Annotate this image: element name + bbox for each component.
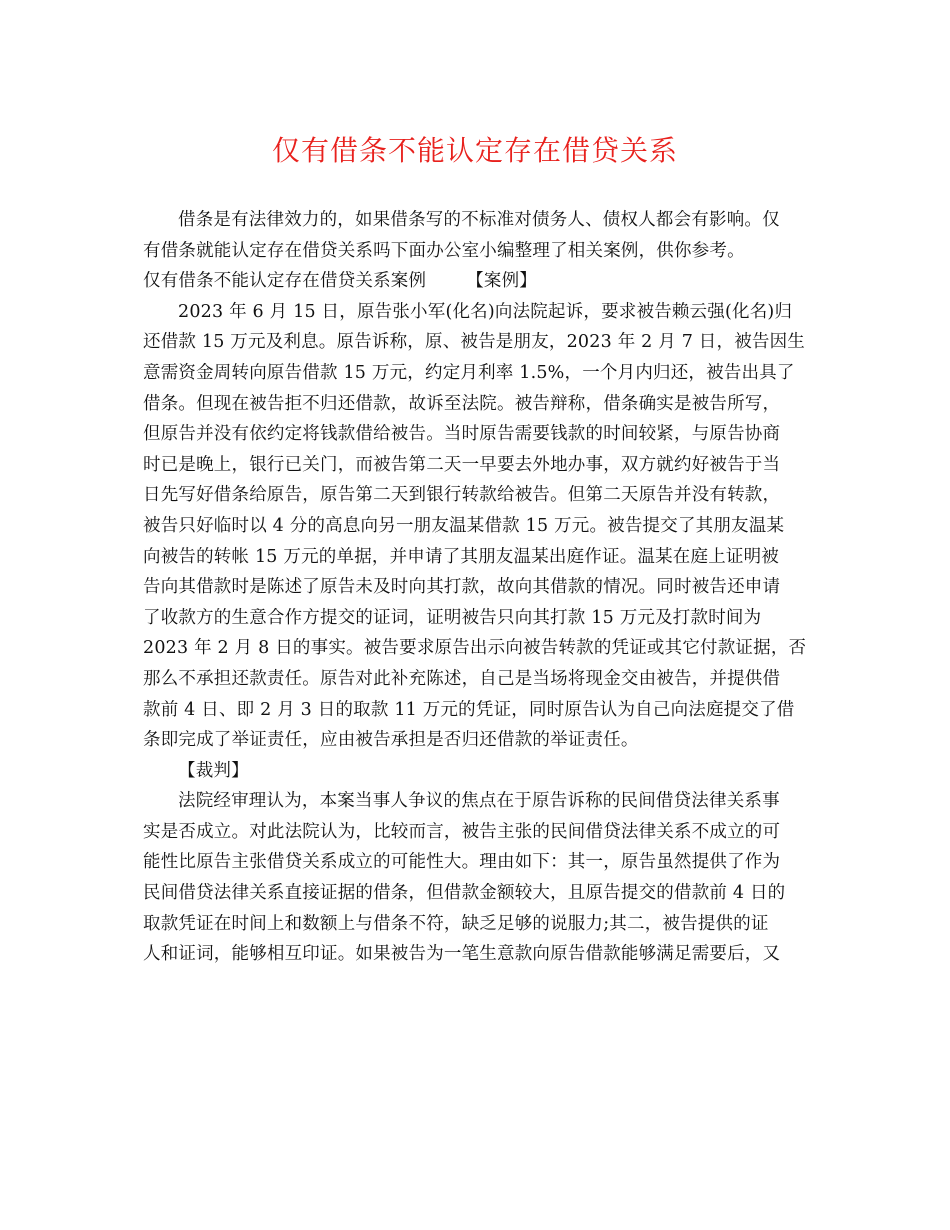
paragraph-line: 能性比原告主张借贷关系成立的可能性大。理由如下：其一，原告虽然提供了作为 [143, 852, 781, 873]
paragraph-line: 向被告的转帐 15 万元的单据，并申请了其朋友温某出庭作证。温某在庭上证明被 [143, 546, 779, 567]
paragraph-line: 时已是晚上，银行已关门，而被告第二天一早要去外地办事，双方就约好被告于当 [143, 454, 781, 475]
case-section-label: 【案例】 [466, 271, 538, 292]
paragraph-line: 实是否成立。对此法院认为，比较而言，被告主张的民间借贷法律关系不成立的可 [143, 821, 781, 842]
judgment-section-label: 【裁判】 [178, 760, 249, 781]
paragraph-line: 意需资金周转向原告借款 15 万元，约定月利率 1.5%，一个月内归还，被告出具了 [143, 362, 795, 383]
paragraph-line: 还借款 15 万元及利息。原告诉称，原、被告是朋友，2023 年 2 月 7 日，被告因生 [143, 332, 806, 353]
paragraph-line: 了收款方的生意合作方提交的证词，证明被告只向其打款 15 万元及打款时间为 [143, 607, 762, 628]
paragraph-line: 日先写好借条给原告，原告第二天到银行转款给被告。但第二天原告并没有转款， [143, 485, 781, 506]
paragraph-line: 2023 年 6 月 15 日，原告张小军(化名)向法院起诉，要求被告赖云强(化名)归 [178, 301, 793, 322]
paragraph-line: 但原告并没有依约定将钱款借给被告。当时原告需要钱款的时间较紧，与原告协商 [143, 424, 781, 445]
paragraph-line: 借条。但现在被告拒不归还借款，故诉至法院。被告辩称，借条确实是被告所写， [143, 393, 781, 414]
document-body [143, 205, 810, 970]
paragraph-line: 借条是有法律效力的，如果借条写的不标准对债务人、债权人都会有影响。仅 [178, 210, 780, 230]
paragraph-line: 法院经审理认为，本案当事人争议的焦点在于原告诉称的民间借贷法律关系事 [178, 791, 780, 812]
paragraph-line: 有借条就能认定存在借贷关系吗下面办公室小编整理了相关案例，供你参考。 [143, 240, 745, 261]
paragraph-line: 被告只好临时以 4 分的高息向另一朋友温某借款 15 万元。被告提交了其朋友温某 [143, 515, 785, 536]
paragraph-line: 条即完成了举证责任，应由被告承担是否归还借款的举证责任。 [143, 730, 639, 751]
paragraph-line: 人和证词，能够相互印证。如果被告为一笔生意款向原告借款能够满足需要后，又 [143, 944, 781, 965]
paragraph-line: 告向其借款时是陈述了原告未及时向其打款，故向其借款的情况。同时被告还申请 [143, 577, 781, 598]
paragraph-line: 2023 年 2 月 8 日的事实。被告要求原告出示向被告转款的凭证或其它付款证据，否 [143, 638, 807, 659]
document-title: 仅有借条不能认定存在借贷关系 [271, 134, 678, 167]
paragraph-line: 那么不承担还款责任。原告对此补充陈述，自己是当场将现金交由被告，并提供借 [143, 668, 781, 689]
paragraph-line: 民间借贷法律关系直接证据的借条，但借款金额较大，且原告提交的借款前 4 日的 [143, 883, 786, 904]
paragraph-line: 取款凭证在时间上和数额上与借条不符，缺乏足够的说服力;其二，被告提供的证 [143, 913, 769, 934]
paragraph-line: 款前 4 日、即 2 月 3 日的取款 11 万元的凭证，同时原告认为自己向法庭提交了借 [143, 699, 795, 720]
case-heading-line [143, 266, 810, 297]
case-heading-title: 仅有借条不能认定存在借贷关系案例 [143, 271, 427, 292]
